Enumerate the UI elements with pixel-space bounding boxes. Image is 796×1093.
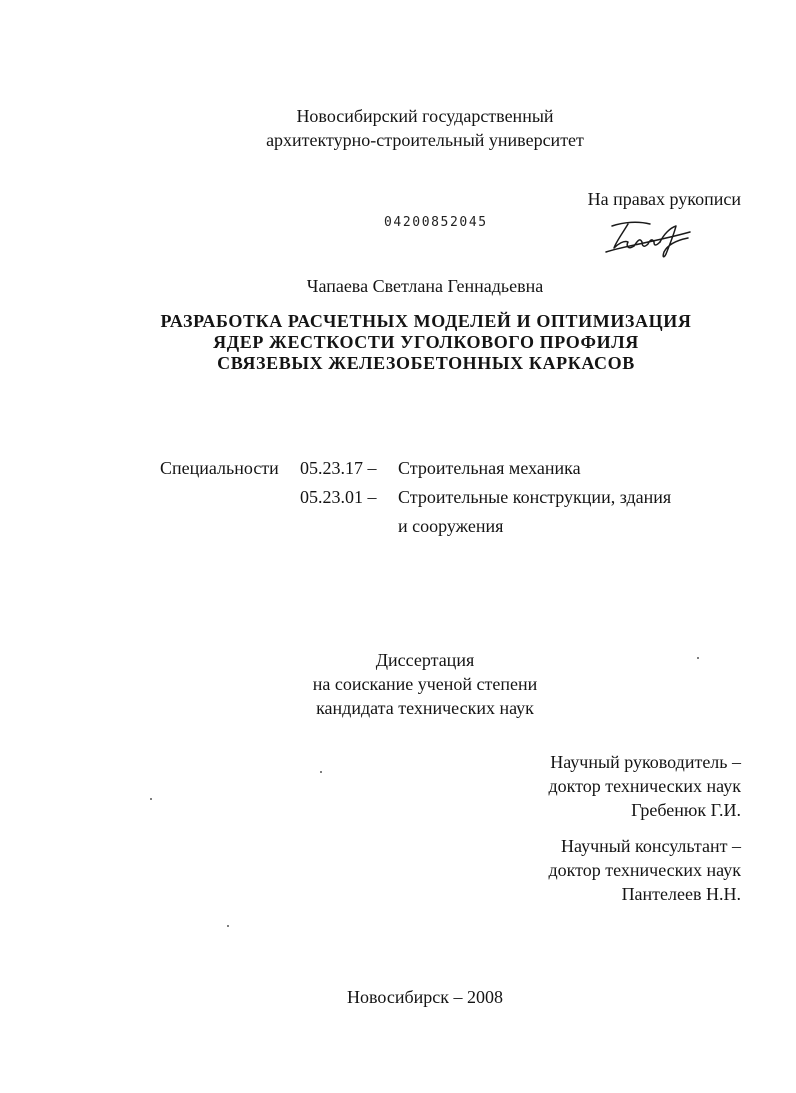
specialty-name-1: Строительная механика bbox=[398, 458, 581, 478]
dissertation-line-3: кандидата технических наук bbox=[316, 698, 534, 718]
university-line-2: архитектурно-строительный университет bbox=[266, 130, 584, 150]
specialties-label: Специальности bbox=[160, 458, 279, 478]
consultant-block bbox=[420, 834, 741, 906]
inventory-number: 04200852045 bbox=[384, 215, 488, 230]
dissertation-line-1: Диссертация bbox=[375, 650, 475, 670]
title-line-3: СВЯЗЕВЫХ ЖЕЛЕЗОБЕТОННЫХ КАРКАСОВ bbox=[217, 353, 635, 373]
title-line-2: ЯДЕР ЖЕСТКОСТИ УГОЛКОВОГО ПРОФИЛЯ bbox=[213, 332, 639, 352]
scan-speck bbox=[150, 798, 152, 800]
signature-image bbox=[604, 212, 696, 260]
supervisor-degree: доктор технических наук bbox=[548, 776, 741, 796]
consultant-degree: доктор технических наук bbox=[548, 860, 741, 880]
consultant-role: Научный консультант – bbox=[561, 836, 741, 856]
university-line-1: Новосибирский государственный bbox=[296, 106, 554, 126]
scan-speck bbox=[227, 925, 229, 927]
supervisor-block bbox=[420, 750, 741, 822]
specialty-code-2: 05.23.01 – bbox=[300, 487, 377, 507]
specialty-name-2-cont: и сооружения bbox=[398, 516, 504, 536]
author-name: Чапаева Светлана Геннадьевна bbox=[306, 276, 544, 296]
consultant-name: Пантелеев Н.Н. bbox=[621, 884, 741, 904]
dissertation-line-2: на соискание ученой степени bbox=[312, 674, 538, 694]
dissertation-title bbox=[0, 311, 796, 374]
university-name bbox=[0, 104, 796, 152]
rights-note: На правах рукописи bbox=[587, 189, 741, 209]
supervisor-role: Научный руководитель – bbox=[550, 752, 741, 772]
dissertation-type bbox=[0, 648, 796, 720]
supervisor-name: Гребенюк Г.И. bbox=[631, 800, 741, 820]
specialty-code-1: 05.23.17 – bbox=[300, 458, 377, 478]
specialty-name-2: Строительные конструкции, здания bbox=[398, 487, 672, 507]
scan-speck bbox=[697, 657, 699, 659]
scan-speck bbox=[320, 771, 322, 773]
title-line-1: РАЗРАБОТКА РАСЧЕТНЫХ МОДЕЛЕЙ И ОПТИМИЗАЦИЯ bbox=[160, 311, 692, 331]
city-year: Новосибирск – 2008 bbox=[347, 987, 503, 1007]
